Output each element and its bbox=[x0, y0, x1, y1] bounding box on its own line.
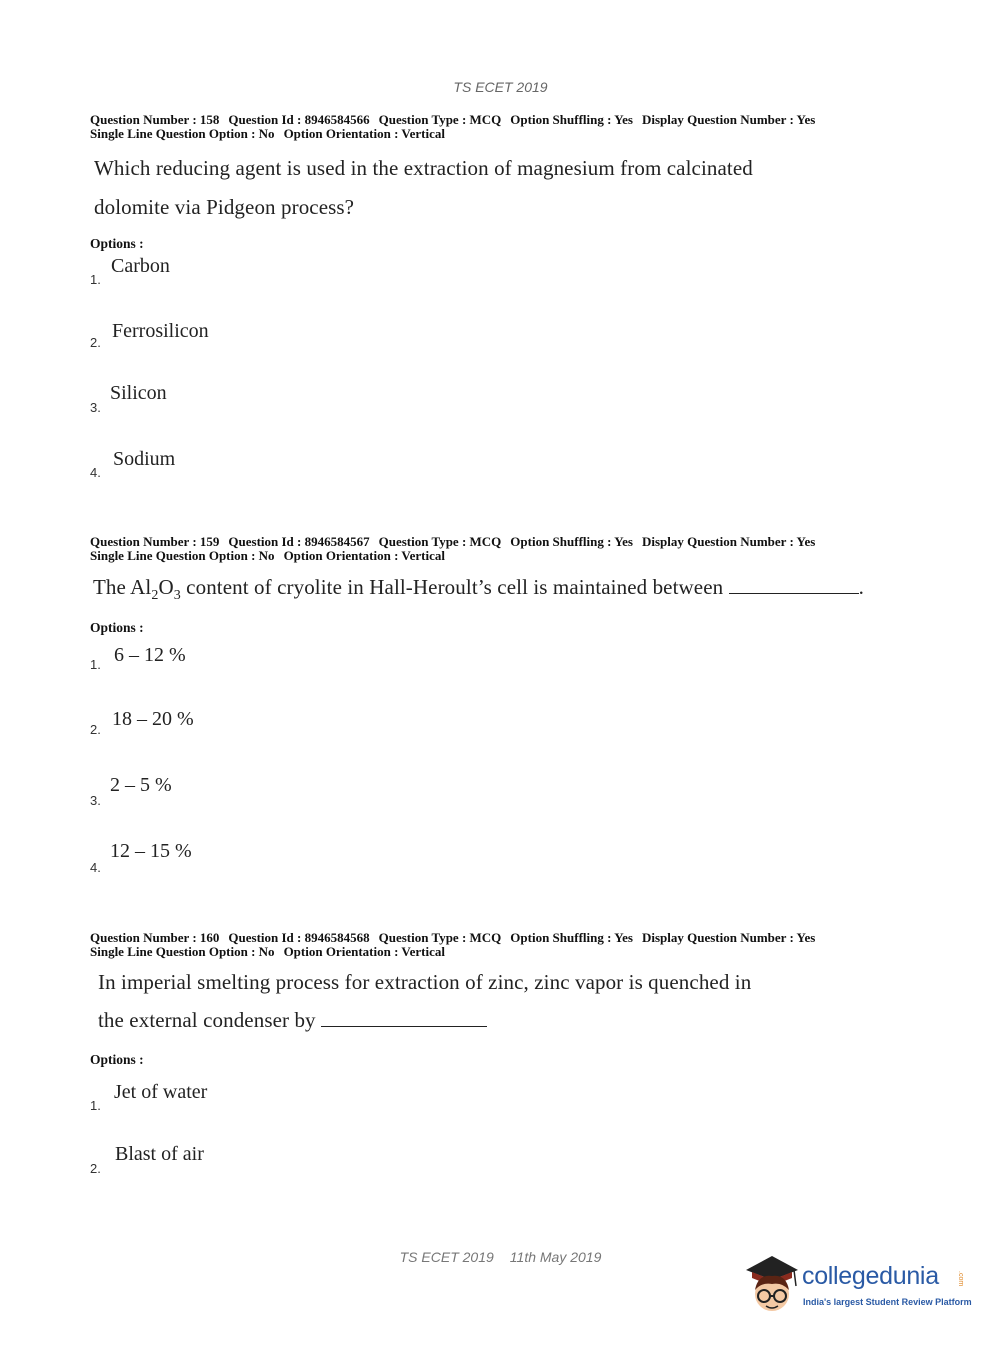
question-text: Which reducing agent is used in the extraction of magnesium from calcinated bbox=[94, 156, 753, 180]
option-number: 2. bbox=[90, 335, 101, 350]
page-footer: TS ECET 2019 11th May 2019 bbox=[399, 1249, 602, 1265]
question-text: dolomite via Pidgeon process? bbox=[94, 195, 355, 219]
meta-line-2: Single Line Question Option : No Option Orientation : Vertical bbox=[90, 548, 445, 563]
option-text[interactable]: Silicon bbox=[110, 382, 167, 404]
question-meta bbox=[90, 113, 920, 141]
question-text: the external condenser by bbox=[98, 1008, 487, 1033]
answer-blank bbox=[729, 592, 859, 594]
option-number: 1. bbox=[90, 657, 101, 672]
mascot-icon bbox=[742, 1248, 802, 1318]
page-header: TS ECET 2019 bbox=[453, 79, 548, 95]
question-meta bbox=[90, 931, 920, 959]
option-number: 2. bbox=[90, 722, 101, 737]
meta-line-1: Question Number : 159 Question Id : 8946584567 Question Type : MCQ Option Shuffling : Yes Display Question Number : Yes bbox=[90, 534, 816, 549]
option-text[interactable]: Ferrosilicon bbox=[112, 320, 209, 342]
meta-line-2: Single Line Question Option : No Option Orientation : Vertical bbox=[90, 126, 445, 141]
meta-line-1: Question Number : 158 Question Id : 8946584566 Question Type : MCQ Option Shuffling : Yes Display Question Number : Yes bbox=[90, 112, 816, 127]
option-text[interactable]: 6 – 12 % bbox=[114, 644, 186, 666]
option-number: 1. bbox=[90, 1098, 101, 1113]
logo-suffix: .com bbox=[957, 1271, 964, 1287]
options-label: Options : bbox=[90, 620, 144, 635]
option-number: 3. bbox=[90, 400, 101, 415]
option-number: 1. bbox=[90, 272, 101, 287]
options-label: Options : bbox=[90, 236, 144, 251]
meta-line-1: Question Number : 160 Question Id : 8946584568 Question Type : MCQ Option Shuffling : Yes Display Question Number : Yes bbox=[90, 930, 816, 945]
option-number: 4. bbox=[90, 860, 101, 875]
question-text: In imperial smelting process for extraction of zinc, zinc vapor is quenched in bbox=[98, 970, 752, 994]
options-label: Options : bbox=[90, 1052, 144, 1067]
option-text[interactable]: Carbon bbox=[111, 255, 170, 277]
option-number: 4. bbox=[90, 465, 101, 480]
option-number: 2. bbox=[90, 1161, 101, 1176]
meta-line-2: Single Line Question Option : No Option Orientation : Vertical bbox=[90, 944, 445, 959]
option-text[interactable]: 2 – 5 % bbox=[110, 774, 172, 796]
option-text[interactable]: 18 – 20 % bbox=[112, 708, 194, 730]
option-text[interactable]: Jet of water bbox=[114, 1081, 208, 1103]
logo-tagline: India's largest Student Review Platform bbox=[803, 1297, 972, 1307]
question-text: The $Al_2O_3$ content of cryolite in Hall-Heroult’s cell is maintained between . bbox=[93, 575, 864, 604]
answer-blank bbox=[321, 1025, 487, 1027]
logo-wordmark: collegedunia bbox=[802, 1262, 939, 1290]
option-text[interactable]: Blast of air bbox=[115, 1143, 204, 1165]
question-meta bbox=[90, 535, 920, 563]
option-number: 3. bbox=[90, 793, 101, 808]
option-text[interactable]: Sodium bbox=[113, 448, 176, 470]
option-text[interactable]: 12 – 15 % bbox=[110, 840, 192, 862]
